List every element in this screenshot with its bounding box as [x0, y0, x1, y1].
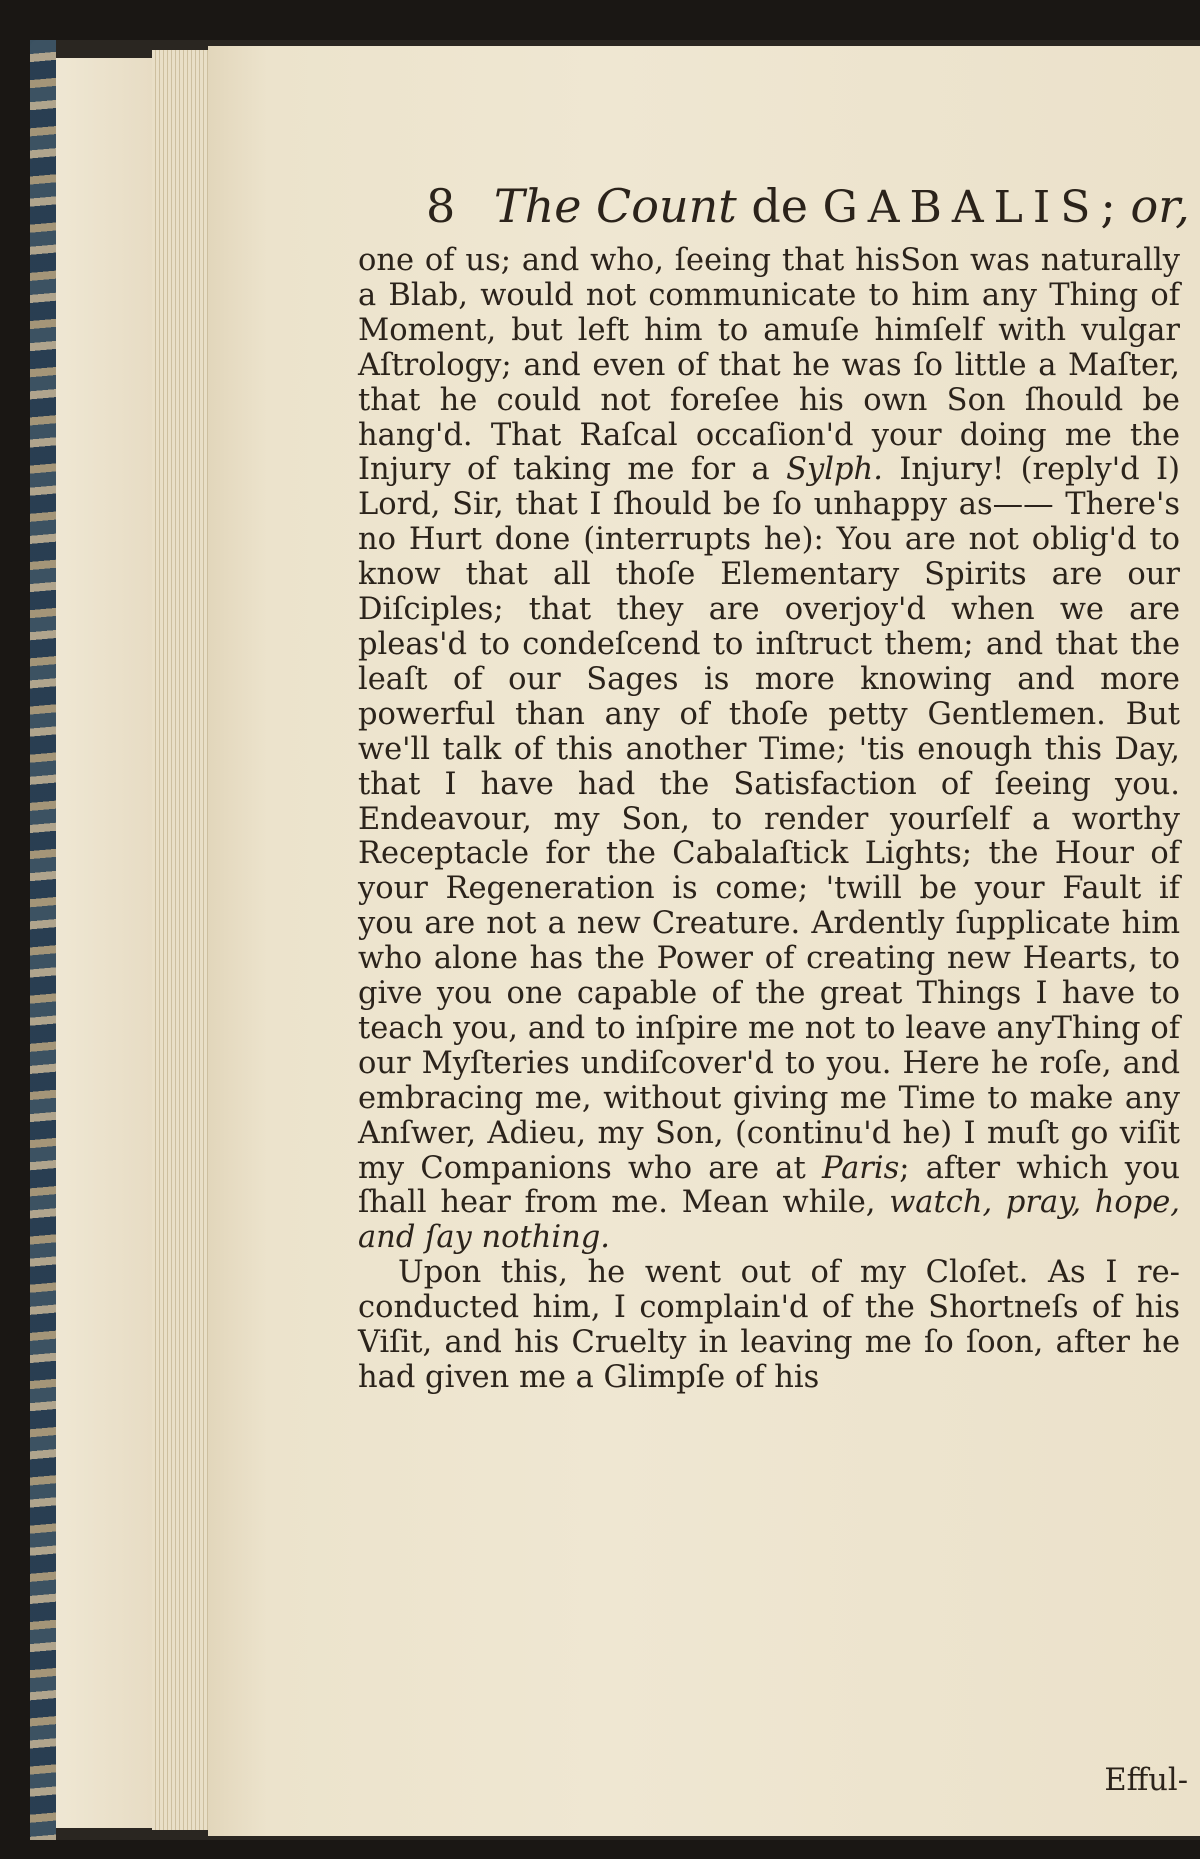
- italic-text: Sylph.: [786, 452, 883, 488]
- marbled-cover-edge: [30, 40, 56, 1840]
- endpaper: [56, 58, 153, 1828]
- header-title-italic: The Count: [493, 179, 737, 233]
- paragraph: [358, 244, 1180, 1256]
- book-page: [208, 46, 1200, 1836]
- text-run: one of us; and who, ſeeing that hisSon was naturally a Blab, would not communicate to him any Thing of Moment, but left him to amuſe himſelf with vulgar Aſtrology; and even of that he was ſo little a Maſter, that he could not foreſee his own Son ſhould be hang'd. That Raſcal occaſion'd your doing me the Injury of taking me for a: [358, 243, 1180, 488]
- body-text: [358, 244, 1180, 1396]
- italic-text: Paris: [821, 1150, 900, 1186]
- header-title-de: de: [751, 179, 808, 233]
- header-title-caps: GABALIS: [822, 182, 1101, 233]
- header-title-semicolon: ;: [1100, 179, 1116, 233]
- header-title-or: or,: [1130, 179, 1190, 233]
- text-run: Injury! (reply'd I) Lord, Sir, that I ſhould be ſo unhappy as—— There's no Hurt done (interrupts he): You are not oblig'd to know that all thoſe Elementary Spirits are our Diſciples; that they are overjoy'd when we are pleas'd to condeſcend to inſtruct them; and that the leaſt of our Sages is more knowing and more powerful than any of thoſe petty Gentlemen. But we'll talk of this another Time; 'tis enough this Day, that I have had the Satisfaction of ſeeing you. Endeavour, my Son, to render yourſelf a worthy Receptacle for the Cabalaſtick Lights; the Hour of your Regeneration is come; 'twill be your Fault if you are not a new Creature. Ardently ſupplicate him who alone has the Power of creating new Hearts, to give you one capable of the great Things I have to teach you, and to inſpire me not to leave anyThing of our Myſteries undiſcover'd to you. Here he roſe, and embracing me, without giving me Time to make any Anſwer, Adieu, my Son, (continu'd he) I muſt go viſit my Companions who are at: [358, 452, 1180, 1186]
- text-run: ; after which you ſhall hear from me. Mean while,: [358, 1150, 1180, 1221]
- running-header: [426, 176, 1200, 238]
- catchword: Efful-: [1104, 1763, 1188, 1798]
- text-run: Upon this, he went out of my Cloſet. As I re-conducted him, I complain'd of the Shortneſs of his Viſit, and his Cruelty in leaving me ſo ſoon, after he had given me a Glimpſe of his: [358, 1255, 1180, 1395]
- page-number: 8: [426, 179, 456, 233]
- page-stack-edge: [152, 50, 209, 1830]
- italic-text: watch, pray, hope, and ſay nothing.: [358, 1185, 1181, 1256]
- paragraph: [358, 1256, 1180, 1396]
